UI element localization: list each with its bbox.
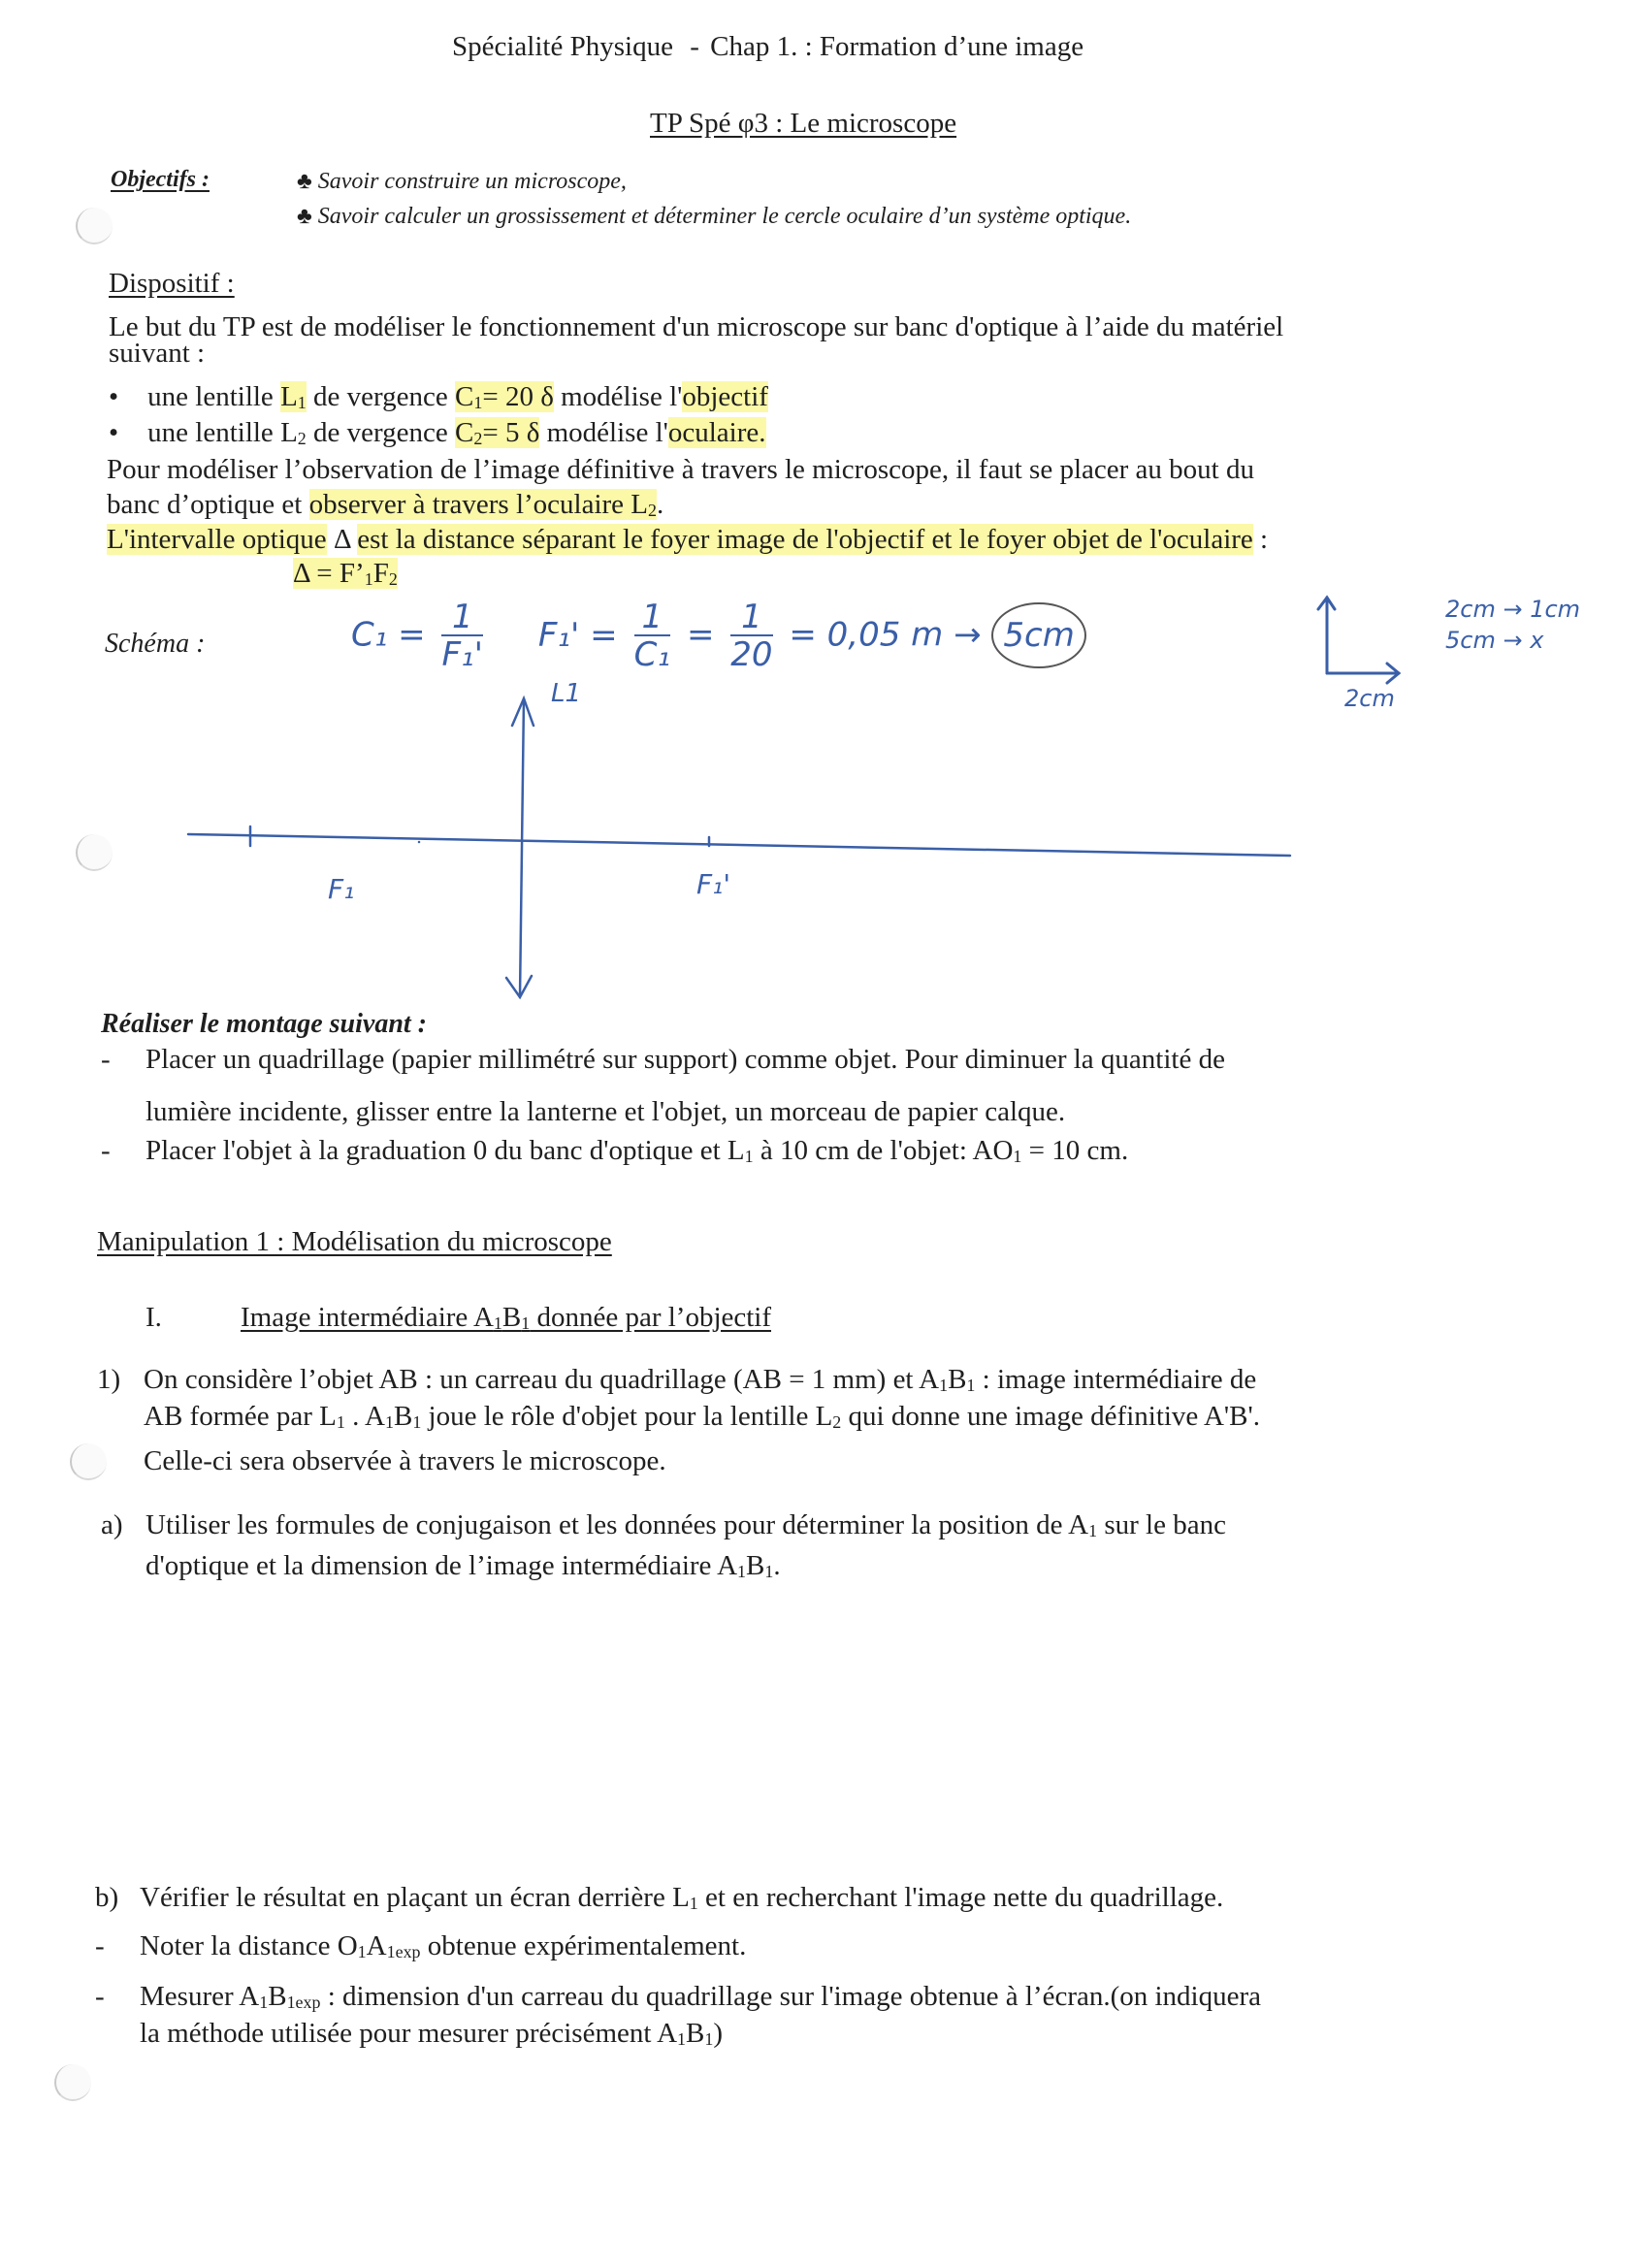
manipulation-heading: Manipulation 1 : Modélisation du microscope xyxy=(97,1226,612,1257)
focal-object-label: F₁ xyxy=(328,873,355,905)
scale-axes-icon xyxy=(1310,592,1406,689)
lens-label: L1 xyxy=(551,679,582,708)
section-number: I. xyxy=(146,1302,162,1333)
intro-line: Le but du TP est de modéliser le fonctionnement d'un microscope sur banc d'optique à l’aide du matériel xyxy=(109,311,1284,342)
objective-item: ♣ Savoir construire un microscope, xyxy=(297,169,627,194)
binder-hole xyxy=(76,208,113,244)
question-1-cont: AB formée par $L_1$ . $A_1B_1$ joue le rôle d'objet pour la lentille $L_2$ qui donne une image définitive A'B'. xyxy=(144,1401,1260,1432)
question-b: b) Vérifier le résultat en plaçant un écran derrière $L_1$ et en recherchant l'image nette du quadrillage. xyxy=(95,1882,1224,1913)
club-icon: ♣ xyxy=(297,169,312,194)
handwritten-calculation: C₁ = $\frac{1}{\text{F₁'}}$ F₁' = $\frac{1}{\text{C₁}}$ = $\frac{1}{20}$ = 0,05 m → 5cm xyxy=(351,599,1086,673)
objective-item: ♣ Savoir calculer un grossissement et déterminer le cercle oculaire d’un système optique. xyxy=(297,204,1132,229)
montage-item-cont: lumière incidente, glisser entre la lanterne et l'objet, un morceau de papier calque. xyxy=(146,1096,1066,1127)
header-chapter: Chap 1. : Formation d’une image xyxy=(710,31,1084,62)
lens-item: • une lentille $L_2$ de vergence $C_2= 5$ δ modélise l'oculaire. xyxy=(109,417,766,448)
question-1: 1) On considère l’objet AB : un carreau du quadrillage (AB = 1 mm) et $A_1B_1$ : image intermédiaire de xyxy=(97,1364,1257,1395)
lens-item: • une lentille $L_1$ de vergence $C_1= 20$ δ modélise l'objectif xyxy=(109,381,768,412)
observation-line: banc d’optique et observer à travers l’oculaire $L_2$. xyxy=(107,489,664,520)
question-1-cont: Celle-ci sera observée à travers le microscope. xyxy=(144,1445,666,1476)
header-separator: - xyxy=(690,31,699,62)
observation-line: Pour modéliser l’observation de l’image définitive à travers le microscope, il faut se placer au bout du xyxy=(107,454,1254,485)
montage-item: - Placer un quadrillage (papier millimétré sur support) comme objet. Pour diminuer la quantité de xyxy=(101,1044,1225,1075)
objectives-label: Objectifs : xyxy=(111,167,210,192)
section-title: Image intermédiaire $A_1B_1$ donnée par l’objectif xyxy=(241,1302,772,1333)
question-a: a) Utiliser les formules de conjugaison et les données pour déterminer la position de $A_1$ sur le banc xyxy=(101,1509,1226,1540)
montage-heading: Réaliser le montage suivant : xyxy=(101,1009,427,1039)
scale-axis-label: 2cm xyxy=(1344,685,1395,712)
montage-item: - Placer l'objet à la graduation 0 du banc d'optique et $L_1$ à 10 cm de l'objet: $AO_1 = 10$ cm. xyxy=(101,1135,1129,1166)
intro-line: suivant : xyxy=(109,338,206,369)
binder-hole xyxy=(76,834,113,871)
question-b-item: - Noter la distance $O_1A_{1exp}$ obtenue expérimentalement. xyxy=(95,1930,747,1961)
scale-note: 2cm → 1cm 5cm → x xyxy=(1445,596,1581,654)
page-header xyxy=(452,31,1083,63)
interval-formula: $\Delta = F’_1F_2$ xyxy=(293,558,398,589)
schema-label: Schéma : xyxy=(105,629,206,659)
focal-image-label: F₁' xyxy=(696,868,731,900)
binder-hole xyxy=(70,1443,107,1480)
question-b-item-cont: la méthode utilisée pour mesurer précisément $A_1B_1$) xyxy=(140,2018,724,2049)
question-b-item: - Mesurer $A_1B_{1exp}$ : dimension d'un carreau du quadrillage sur l'image obtenue à l’écran.(on indiquera xyxy=(95,1981,1262,2012)
optical-axis xyxy=(188,834,1290,856)
dispositif-heading: Dispositif : xyxy=(109,268,235,299)
bullet-icon: • xyxy=(109,381,119,412)
circled-result: 5cm xyxy=(991,602,1085,668)
club-icon: ♣ xyxy=(297,204,312,229)
lens-l1 xyxy=(520,698,524,997)
optical-diagram xyxy=(175,679,1300,1009)
page-title: TP Spé φ3 : Le microscope xyxy=(650,108,957,139)
interval-line: L'intervalle optique Δ est la distance séparant le foyer image de l'objectif et le foyer objet de l'oculaire : xyxy=(107,524,1269,555)
question-a-cont: d'optique et la dimension de l’image intermédiaire $A_1B_1$. xyxy=(146,1550,781,1581)
bullet-icon: • xyxy=(109,417,119,448)
binder-hole xyxy=(54,2064,91,2101)
header-subject: Spécialité Physique xyxy=(452,31,673,62)
